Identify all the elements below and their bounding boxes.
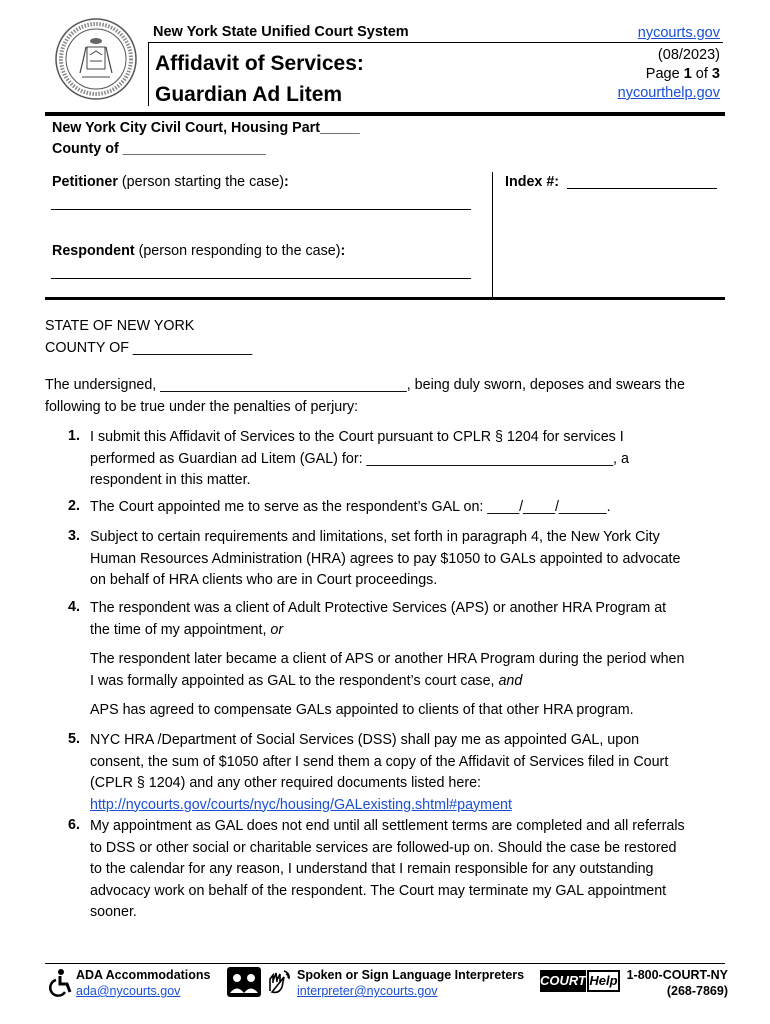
form-date: (08/2023)	[657, 47, 720, 63]
item-2-text: The Court appointed me to serve as the respondent’s GAL on: ____/____/______.	[90, 499, 611, 515]
item-6-number: 6.	[68, 817, 80, 833]
item-1-text: I submit this Affidavit of Services to the Court pursuant to CPLR § 1204 for services I performed as Guardian ad Litem (GAL) for: _______________________________, a respondent in this matter.	[90, 429, 629, 488]
interpreter-icon	[227, 967, 261, 997]
item-4-text: The respondent was a client of Adult Protective Services (APS) or another HRA Program at the time of my appointment, or The respondent later became a client of APS or another HRA Program during the period when I was formally appointed as GAL to the respondent’s court case, and APS has agreed to compensate GALs appointed to clients of that other HRA program.	[90, 600, 685, 718]
payment-info-link[interactable]: http://nycourts.gov/courts/nyc/housing/GALexisting.shtml#payment	[90, 796, 512, 813]
interpreter-email-link[interactable]: interpreter@nycourts.gov	[297, 984, 438, 998]
venue-county: COUNTY OF _______________	[45, 340, 253, 356]
wheelchair-icon	[45, 967, 75, 997]
court-part: New York City Civil Court, Housing Part_____	[52, 120, 360, 136]
page-title	[155, 48, 364, 110]
item-3-text: Subject to certain requirements and limitations, set forth in paragraph 4, the New York City Human Resources Administration (HRA) agrees to pay $1050 to GALs appointed to advocate on behalf of HRA clients who are in Court proceedings.	[90, 529, 681, 588]
respondent-field[interactable]	[51, 278, 471, 279]
item-3-number: 3.	[68, 528, 80, 544]
item-6-text: My appointment as GAL does not end until all settlement terms are completed and all referrals to DSS or other social or charitable services are followed-up on. Should the case be restored to the calendar for any reason, I understand that I remain responsible for any outstanding advocacy work on behalf of the respondent. The Court may terminate my GAL appointment sooner.	[90, 818, 685, 920]
item-2-number: 2.	[68, 498, 80, 514]
interpreter-contact: Spoken or Sign Language Interpreters interpreter@nycourts.gov	[297, 968, 525, 998]
ada-email-link[interactable]: ada@nycourts.gov	[76, 984, 181, 998]
court-county: County of __________________	[52, 141, 266, 157]
nycourthelp-link[interactable]: nycourthelp.gov	[617, 85, 720, 101]
item-4-number: 4.	[68, 599, 80, 615]
page-indicator: Page 1 of 3	[645, 66, 720, 82]
intro-paragraph: The undersigned, _______________________________, being duly sworn, deposes and swears the following to be true under the penalties of perjury:	[45, 377, 685, 415]
header-vertical-divider	[148, 42, 149, 106]
item-5-text: NYC HRA /Department of Social Services (DSS) shall pay me as appointed GAL, upon consent, the sum of $1050 after I send them a copy of the Affidavit of Services filed in Court (CPLR § 1204) and any other required documents listed here: http://nycourts.gov/courts/nyc/housing/GALexisting.shtml#payment	[90, 732, 669, 813]
ny-state-seal-icon	[54, 17, 138, 101]
phone-number: 1-800-COURT-NY	[626, 968, 728, 982]
respondent-label: Respondent (person responding to the case):	[52, 243, 346, 259]
petitioner-field[interactable]	[51, 209, 471, 210]
case-box-divider	[492, 172, 493, 298]
item-1-number: 1.	[68, 428, 80, 444]
title-line-1: Affidavit of Services:	[155, 52, 364, 75]
title-line-2: Guardian Ad Litem	[155, 83, 343, 106]
phone-contact	[627, 967, 728, 999]
index-number-label: Index #:	[505, 174, 560, 190]
header-meta	[618, 24, 720, 103]
item-5-number: 5.	[68, 731, 80, 747]
nycourts-link[interactable]: nycourts.gov	[637, 25, 720, 41]
phone-digits: (268-7869)	[666, 984, 728, 998]
petitioner-label: Petitioner (person starting the case):	[52, 174, 289, 190]
court-help-logo: COURT Help	[540, 970, 620, 992]
case-box-bottom-rule	[45, 297, 725, 300]
footer-rule	[45, 963, 725, 964]
case-box-top-rule	[45, 112, 725, 116]
venue-state: STATE OF NEW YORK	[45, 318, 195, 334]
court-system-name: New York State Unified Court System	[153, 24, 409, 40]
ada-contact: ADA Accommodations ada@nycourts.gov	[76, 968, 211, 998]
sign-language-icon	[264, 967, 294, 997]
index-number-field[interactable]	[567, 188, 717, 189]
